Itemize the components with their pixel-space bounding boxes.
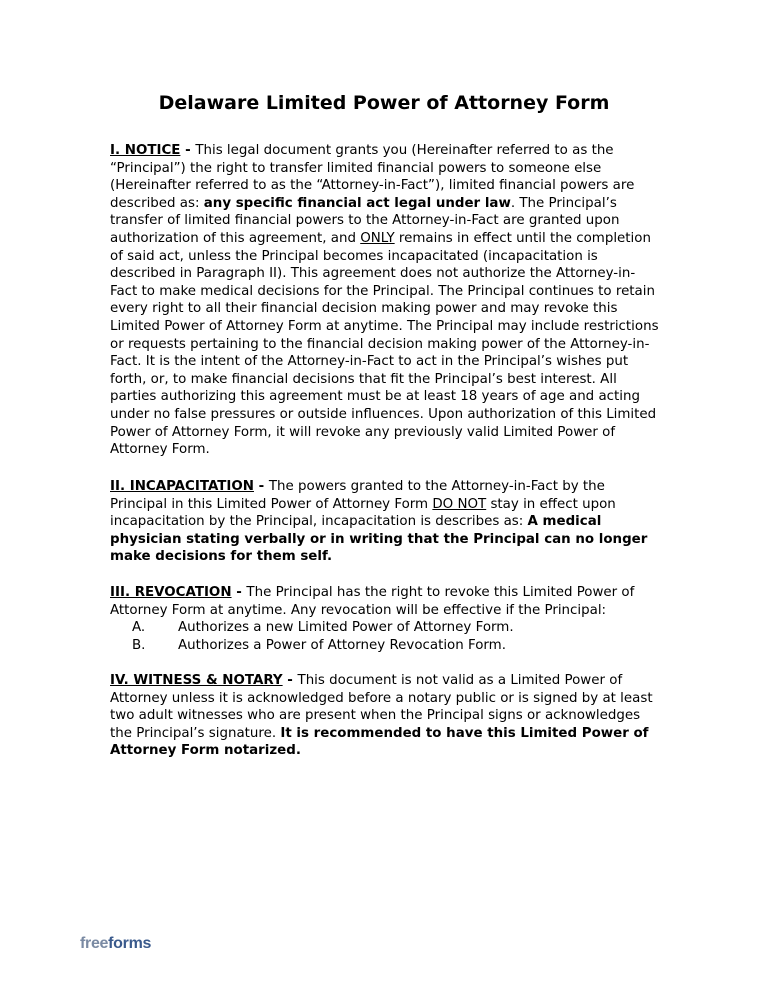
revocation-text-1: The Principal has the right to revoke this Limited Power of Attorney Form at anytime. Any revocation will be effective if the Principal: — [110, 585, 635, 618]
list-marker: A. — [132, 620, 146, 636]
list-item-text: Authorizes a Power of Attorney Revocation Form. — [178, 637, 506, 653]
notice-text-3: remains in effect until the completion of said act, unless the Principal becomes incapacitated (incapacitation is described in Paragraph II). This agreement does not authorize the Attorney-in-Fact to make medical decisions for the Principal. The Principal continues to retain every right to all their financial decision making power and may revoke this Limited Power of Attorney Form at anytime. The Principal may include restrictions or requests pertaining to the financial decision making power of the Attorney-in-Fact. It is the intent of the Attorney-in-Fact to act in the Principal’s wishes put forth, or, to make financial decisions that fit the Principal’s best interest. All parties authorizing this agreement must be at least 18 years of age and acting under no false pressures or outside influences. Upon authorization of this Limited Power of Attorney Form, it will revoke any previously valid Limited Power of Attorney Form. — [110, 230, 659, 458]
witness-separator: - — [282, 673, 298, 688]
incapacitation-text-2: stay in effect upon incapacitation by the Principal, incapacitation is describes as: — [110, 496, 616, 530]
notice-text-2: . The Principal’s transfer of limited financial powers to the Attorney-in-Fact are granted upon authorization of this agreement, and — [110, 195, 620, 246]
freeforms-logo — [80, 935, 151, 953]
section-incapacitation — [110, 478, 660, 566]
notice-text-1: This legal document grants you (Hereinafter referred to as the “Principal”) the right to transfer limited financial powers to someone else (Hereinafter referred to as the “Attorney-in-Fact”), limited financial powers are described as: — [110, 143, 635, 211]
witness-heading: IV. WITNESS & NOTARY — [110, 673, 283, 688]
revocation-separator: - — [231, 585, 247, 600]
document-title: Delaware Limited Power of Attorney Form — [158, 92, 610, 114]
notice-underline-1: ONLY — [360, 230, 395, 246]
logo-free: free — [80, 935, 109, 952]
revocation-list-item — [110, 637, 660, 655]
notice-bold-1: any specific financial act legal under law — [203, 195, 511, 211]
logo-forms: forms — [108, 935, 152, 952]
incapacitation-heading: II. INCAPACITATION — [110, 479, 254, 494]
notice-separator: - — [180, 143, 196, 158]
incapacitation-underline-1: DO NOT — [432, 496, 487, 512]
revocation-heading: III. REVOCATION — [110, 585, 232, 600]
witness-bold-1: It is recommended to have this Limited Power of Attorney Form notarized. — [110, 725, 649, 759]
list-marker: B. — [132, 637, 146, 653]
witness-text-1: This document is not valid as a Limited Power of Attorney unless it is acknowledged before a notary public or is signed by at least two adult witnesses who are present when the Principal signs or acknowledges the Principal’s signature. — [110, 673, 653, 741]
revocation-list-item — [110, 619, 660, 637]
incapacitation-text-1: The powers granted to the Attorney-in-Fact by the Principal in this Limited Power of Attorney Form — [110, 479, 605, 512]
section-revocation — [110, 584, 660, 654]
list-item-text: Authorizes a new Limited Power of Attorney Form. — [178, 620, 514, 636]
incapacitation-bold-1: A medical physician stating verbally or in writing that the Principal can no longer make decisions for them self. — [110, 514, 648, 565]
section-witness-notary — [110, 672, 660, 760]
notice-heading: I. NOTICE — [110, 143, 181, 158]
incapacitation-separator: - — [253, 479, 269, 494]
section-notice — [110, 142, 660, 459]
